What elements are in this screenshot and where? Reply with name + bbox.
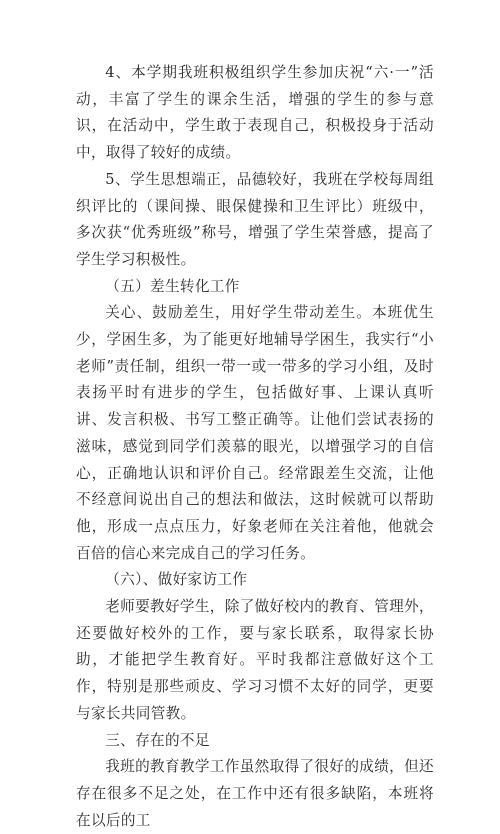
paragraph-shortcomings: 我班的教育教学工作虽然取得了很好的成绩，但还存在很多不足之处，在工作中还有很多缺陷，本班将在以后的工 — [76, 758, 434, 829]
paragraph-item-5: 5、学生思想端正，品德较好，我班在学校每周组织评比的（课间操、眼保健操和卫生评比）班级中，多次获“优秀班级”称号，增强了学生荣誉感，提高了学生学习积极性。 — [76, 170, 434, 268]
paragraph-home-visits: 老师要教好学生，除了做好校内的教育、管理外，还要做好校外的工作，要与家长联系，取得家长协助，才能把学生教育好。平时我都注意做好这个工作，特别是那些顽皮、学习习惯不太好的同学，更要与家长共同管教。 — [76, 598, 434, 722]
paragraph-poor-student-transformation: 关心、鼓励差生，用好学生带动差生。本班优生少，学困生多，为了能更好地辅导学困生，我实行“小老师”责任制，组织一带一或一带多的学习小组，及时表扬平时有进步的学生，包括做好事、上课认真听讲、发言积极、书写工整正确等。让他们尝试表扬的滋味，感觉到同学们羡慕的眼光，以增强学习的自信心，正确地认识和评价自己。经常跟差生交流，让他不经意间说出自己的想法和做法，这时候就可以帮助他，形成一点点压力，好象老师在关注着他，他就会百倍的信心来完成自己的学习任务。 — [76, 304, 434, 562]
paragraph-item-4: 4、本学期我班积极组织学生参加庆祝“六·一”活动，丰富了学生的课余生活，增强的学生的参与意识，在活动中，学生敢于表现自己，积极投身于活动中，取得了较好的成绩。 — [76, 64, 434, 162]
document-page — [76, 60, 434, 834]
section-heading-home-visits: （六）、做好家访工作 — [105, 571, 248, 589]
section-heading-poor-student-transformation: （五）差生转化工作 — [105, 277, 240, 295]
section-heading-shortcomings: 三、存在的不足 — [105, 731, 210, 749]
